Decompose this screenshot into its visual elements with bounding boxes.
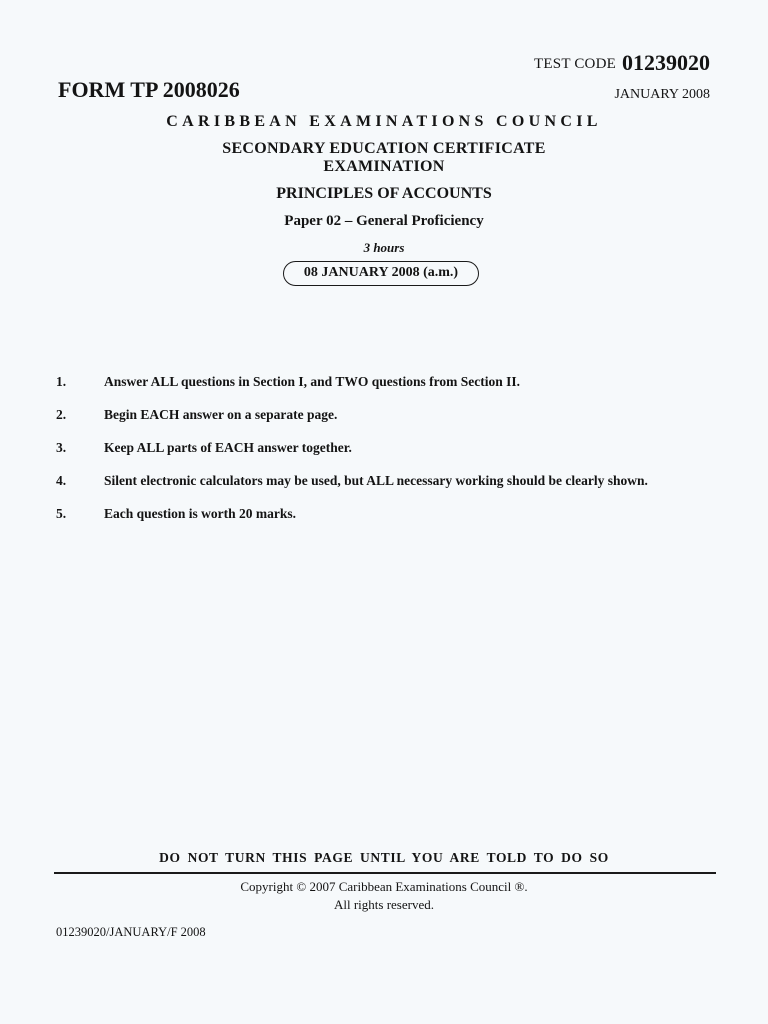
do-not-turn-warning: DO NOT TURN THIS PAGE UNTIL YOU ARE TOLD TO DO SO bbox=[159, 850, 609, 865]
exam-session: JANUARY 2008 bbox=[614, 87, 710, 102]
footer-divider bbox=[54, 872, 716, 874]
instruction-item bbox=[56, 407, 726, 440]
instruction-text: Silent electronic calculators may be used, but ALL necessary working should be clearly shown. bbox=[104, 473, 648, 488]
exam-duration: 3 hours bbox=[363, 240, 405, 255]
instruction-number: 2. bbox=[56, 407, 67, 422]
instruction-number: 1. bbox=[56, 374, 67, 389]
instructions-list bbox=[56, 374, 726, 539]
certificate-title-line-1: SECONDARY EDUCATION CERTIFICATE bbox=[222, 140, 546, 157]
instruction-text: Keep ALL parts of EACH answer together. bbox=[104, 440, 352, 455]
instruction-number: 5. bbox=[56, 506, 67, 521]
instruction-item bbox=[56, 473, 726, 506]
instruction-text: Begin EACH answer on a separate page. bbox=[104, 407, 338, 422]
paper-title: Paper 02 – General Proficiency bbox=[284, 213, 484, 229]
instruction-number: 4. bbox=[56, 473, 67, 488]
instruction-text: Answer ALL questions in Section I, and TWO questions from Section II. bbox=[104, 374, 520, 389]
subject-title: PRINCIPLES OF ACCOUNTS bbox=[276, 185, 492, 202]
instruction-number: 3. bbox=[56, 440, 67, 455]
form-number: FORM TP 2008026 bbox=[58, 77, 240, 102]
test-code-label: TEST CODE bbox=[534, 56, 616, 72]
certificate-title-line-2: EXAMINATION bbox=[323, 158, 445, 175]
instruction-item bbox=[56, 440, 726, 473]
instruction-item bbox=[56, 506, 726, 539]
council-name: CARIBBEAN EXAMINATIONS COUNCIL bbox=[166, 113, 602, 130]
exam-date-badge: 08 JANUARY 2008 (a.m.) bbox=[283, 261, 479, 286]
copyright-notice: Copyright © 2007 Caribbean Examinations Council ®. bbox=[240, 879, 528, 894]
rights-notice: All rights reserved. bbox=[333, 897, 434, 912]
test-code-number: 01239020 bbox=[622, 50, 710, 75]
instruction-text: Each question is worth 20 marks. bbox=[104, 506, 297, 521]
test-code bbox=[534, 50, 710, 76]
document-code: 01239020/JANUARY/F 2008 bbox=[56, 925, 206, 939]
instruction-item bbox=[56, 374, 726, 407]
